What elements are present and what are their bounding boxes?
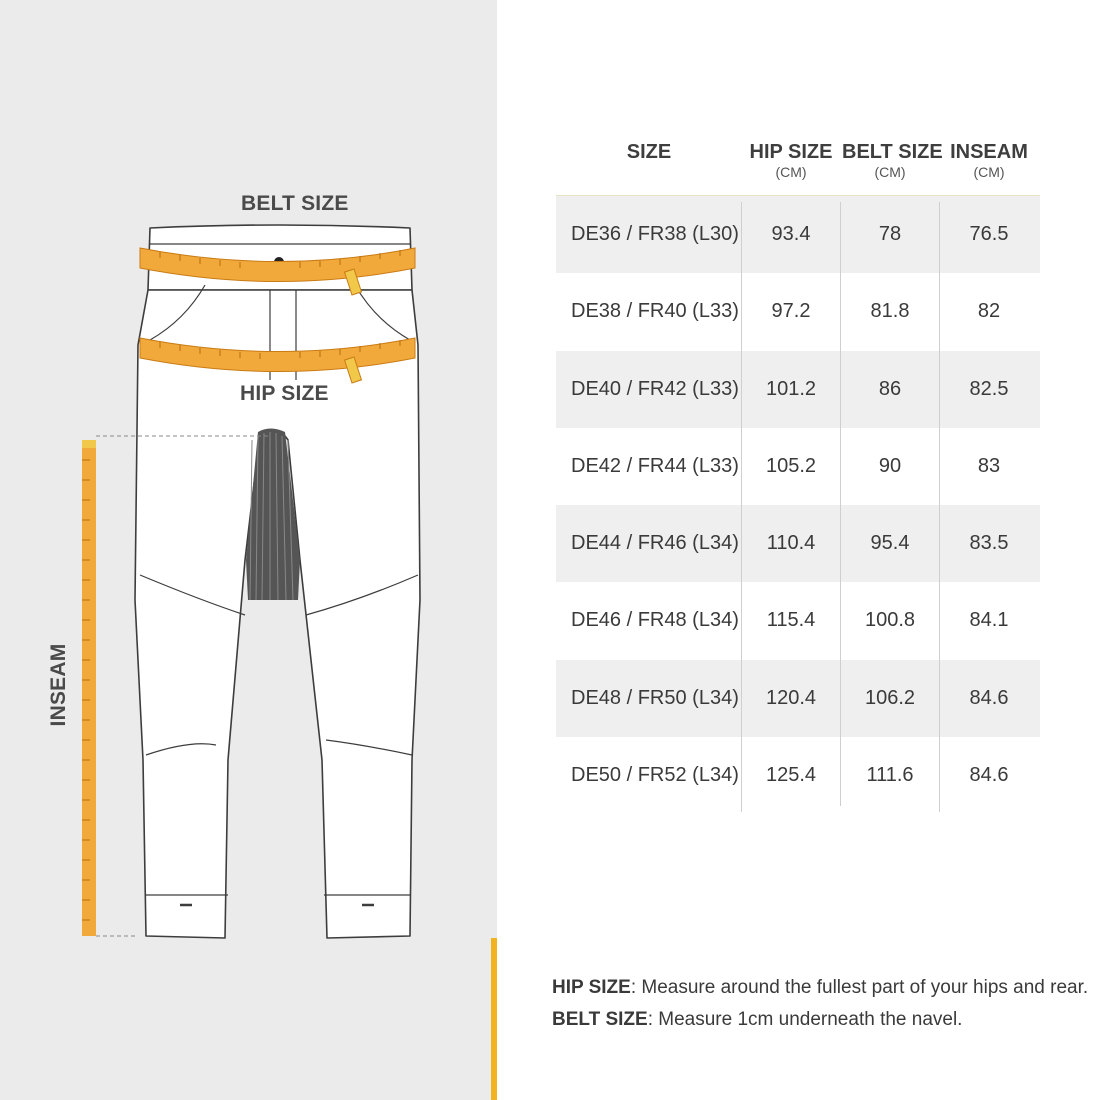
cell-hip: 120.4	[765, 686, 817, 709]
measurement-notes	[552, 972, 1088, 1036]
cell-size: DE40 / FR42 (L33)	[571, 377, 739, 400]
hip-size-note-key: HIP SIZE	[552, 977, 631, 998]
table-row	[556, 660, 1040, 737]
table-header	[556, 140, 1040, 196]
cell-hip: 93.4	[771, 223, 811, 245]
column-divider	[840, 202, 841, 806]
cell-size: DE36 / FR38 (L30)	[571, 223, 739, 245]
cell-inseam: 84.6	[969, 764, 1009, 787]
header-belt-unit: (CM)	[874, 164, 906, 180]
cell-belt: 95.4	[870, 532, 910, 555]
trousers-diagram	[0, 0, 497, 1100]
cell-size: DE42 / FR44 (L33)	[571, 454, 739, 477]
hip-size-label: HIP SIZE	[240, 382, 329, 405]
cell-hip: 105.2	[765, 454, 817, 477]
size-table	[556, 140, 1040, 814]
hip-size-note-text: : Measure around the fullest part of your hips and rear.	[630, 977, 1089, 998]
cell-size: DE48 / FR50 (L34)	[571, 686, 739, 709]
cell-hip: 125.4	[765, 764, 817, 787]
table-row	[556, 428, 1040, 505]
column-divider	[939, 202, 940, 812]
cell-inseam: 83.5	[969, 532, 1009, 555]
table-row	[556, 351, 1040, 428]
cell-size: DE50 / FR52 (L34)	[571, 764, 739, 787]
table-body	[556, 196, 1040, 814]
belt-size-note-key: BELT SIZE	[552, 1009, 648, 1030]
header-inseam-unit: (CM)	[973, 164, 1005, 180]
cell-belt: 81.8	[870, 300, 910, 323]
cell-size: DE46 / FR48 (L34)	[571, 609, 739, 632]
table-row	[556, 273, 1040, 350]
cell-belt: 100.8	[864, 609, 916, 632]
cell-belt: 90	[878, 454, 902, 477]
belt-size-note	[552, 1004, 1088, 1036]
table-row	[556, 196, 1040, 273]
cell-inseam: 82.5	[969, 377, 1009, 400]
cell-inseam: 76.5	[969, 223, 1009, 245]
cell-belt: 86	[878, 377, 902, 400]
cell-hip: 110.4	[766, 532, 816, 555]
cell-belt: 106.2	[864, 686, 916, 709]
table-row	[556, 582, 1040, 659]
cell-inseam: 83	[977, 454, 1001, 477]
header-belt-size: BELT SIZE (CM)	[842, 141, 943, 180]
cell-size: DE38 / FR40 (L33)	[571, 300, 739, 323]
belt-size-note-text: : Measure 1cm underneath the navel.	[647, 1009, 963, 1030]
table-row	[556, 505, 1040, 582]
cell-hip: 101.2	[765, 377, 817, 400]
table-row	[556, 737, 1040, 814]
hip-size-note	[552, 972, 1088, 1004]
cell-belt: 111.6	[866, 764, 914, 787]
belt-size-label: BELT SIZE	[241, 192, 349, 215]
header-inseam: INSEAM (CM)	[941, 140, 1037, 180]
cell-inseam: 84.6	[969, 686, 1009, 709]
header-size: SIZE	[626, 141, 672, 163]
column-divider	[741, 202, 742, 812]
cell-belt: 78	[878, 223, 902, 245]
cell-hip: 115.4	[766, 609, 816, 632]
header-hip-unit: (CM)	[775, 164, 807, 180]
cell-hip: 97.2	[771, 300, 811, 323]
cell-inseam: 82	[977, 300, 1001, 323]
inseam-label: INSEAM	[47, 643, 70, 727]
header-hip-size: HIP SIZE (CM)	[743, 140, 839, 180]
cell-inseam: 84.1	[969, 609, 1009, 632]
cell-size: DE44 / FR46 (L34)	[571, 532, 739, 555]
